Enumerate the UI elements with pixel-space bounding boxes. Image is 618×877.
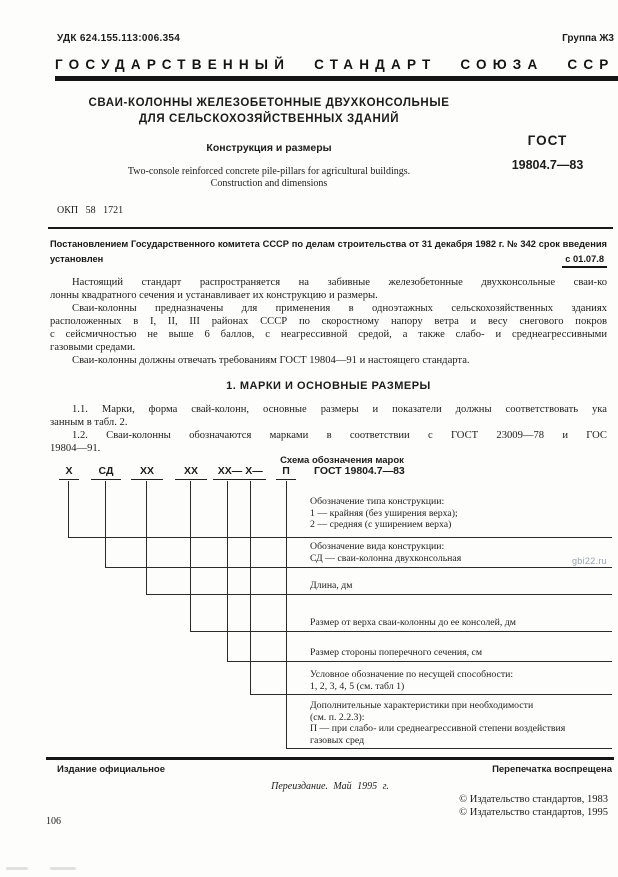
title-english-2: Construction and dimensions bbox=[210, 177, 328, 189]
footer-copyright-1983: © Издательство стандартов, 1983 bbox=[459, 794, 608, 805]
footer-reprint: Перепечатка воспрещена bbox=[492, 764, 612, 775]
schema-vline-6 bbox=[250, 481, 251, 694]
schema-desc-kind-l1: Обозначение вида конструкции: bbox=[310, 541, 445, 552]
schema-symbol-kind: СД bbox=[91, 465, 121, 480]
schema-desc-length: Длина, дм bbox=[310, 580, 353, 591]
group-label: Группа Ж3 bbox=[562, 33, 614, 44]
body-p2-line4: газовыми средами. bbox=[50, 342, 136, 353]
title-line-2: ДЛЯ СЕЛЬСКОХОЗЯЙСТВЕННЫХ ЗДАНИЙ bbox=[138, 113, 400, 125]
section-1-2-line2: 19804—91. bbox=[50, 443, 101, 454]
okp-code: ОКП 58 1721 bbox=[57, 205, 124, 216]
body-p2-line1: Сваи-колонны предназначены для применения в одноэтажных сельскохозяйственных зданиях bbox=[72, 303, 607, 314]
body-p2-line2: расположенных в I, II, III районах СССР по скоростному напору ветра и весу снегового покров bbox=[50, 316, 607, 327]
section-1-1-line2: занным в табл. 2. bbox=[50, 417, 128, 428]
footer-rule bbox=[46, 757, 614, 760]
body-p1-line2: лонны квадратного сечения и устанавливает их конструкцию и размеры. bbox=[50, 290, 378, 301]
schema-hline-3 bbox=[146, 594, 612, 595]
gost-banner bbox=[55, 56, 616, 74]
schema-desc-extra-l1: Дополнительные характеристики при необходимости bbox=[310, 700, 534, 711]
schema-vline-2 bbox=[105, 481, 106, 567]
schema-desc-extra-l4: газовых сред bbox=[310, 734, 365, 746]
decree-line-1: Постановлением Государственного комитета СССР по делам строительства от 31 декабря 1982 г. № 342 срок введения bbox=[50, 239, 607, 249]
schema-desc-extra bbox=[310, 700, 608, 746]
schema-symbol-type: X bbox=[59, 465, 79, 480]
section-1-heading: 1. МАРКИ И ОСНОВНЫЕ РАЗМЕРЫ bbox=[226, 380, 431, 392]
schema-symbol-length: XX bbox=[131, 465, 163, 480]
footer-copyright-1995: © Издательство стандартов, 1995 bbox=[459, 807, 608, 818]
schema-desc-kind-l2: СД — сваи-колонна двухконсольная bbox=[310, 552, 462, 564]
title-subtitle: Конструкция и размеры bbox=[206, 142, 332, 154]
banner-rule bbox=[55, 76, 618, 81]
schema-symbol-section: XX— bbox=[213, 465, 247, 480]
schema-desc-bearing-l1: Условное обозначение по несущей способности: bbox=[310, 669, 514, 680]
schema-desc-top-size: Размер от верха сваи-колонны до ее консолей, дм bbox=[310, 617, 516, 628]
section-1-2-line1: 1.2. Сваи-колонны обозначаются марками в соответствии с ГОСТ 23009—78 и ГОС bbox=[72, 430, 607, 441]
schema-hline-5 bbox=[227, 661, 612, 662]
document-title bbox=[65, 95, 473, 127]
body-p1-line1: Настоящий стандарт распространяется на забивные железобетонные двухконсольные сваи-ко bbox=[72, 277, 607, 288]
decree-top-rule bbox=[48, 227, 613, 229]
schema-caption: Схема обозначения марок bbox=[280, 455, 404, 466]
schema-hline-7 bbox=[286, 748, 612, 749]
section-1-1-line1: 1.1. Марки, форма свай-колонн, основные размеры и показатели должны соответствовать ука bbox=[72, 404, 607, 415]
udk-code: УДК 624.155.113:006.354 bbox=[57, 33, 181, 44]
schema-vline-4 bbox=[190, 481, 191, 631]
schema-desc-bearing-l2: 1, 2, 3, 4, 5 (см. табл 1) bbox=[310, 680, 405, 692]
gost-banner-text: ГОСУДАРСТВЕННЫЙ СТАНДАРТ СОЮЗА ССР bbox=[55, 57, 615, 72]
body-p2-line3: с сейсмичностью не выше 6 баллов, с неагрессивной средой, а также слабо- и среднеагрессивными bbox=[50, 329, 607, 340]
scan-smudge bbox=[50, 867, 76, 870]
decree-date: с 01.07.8 bbox=[562, 254, 607, 268]
schema-vline-5 bbox=[227, 481, 228, 661]
schema-desc-kind bbox=[310, 541, 608, 564]
schema-desc-section-size: Размер стороны поперечного сечения, см bbox=[310, 647, 483, 658]
schema-symbol-extra: П bbox=[276, 465, 296, 480]
schema-desc-type bbox=[310, 496, 608, 531]
title-line-1: СВАИ-КОЛОННЫ ЖЕЛЕЗОБЕТОННЫЕ ДВУХКОНСОЛЬНЫЕ bbox=[88, 97, 450, 109]
page-number: 106 bbox=[46, 816, 61, 827]
decree-line-2 bbox=[50, 254, 607, 268]
footer-official: Издание официальное bbox=[57, 764, 165, 775]
schema-hline-6 bbox=[250, 694, 612, 695]
gost-label: ГОСТ bbox=[527, 133, 568, 148]
body-p3: Сваи-колонны должны отвечать требованиям ГОСТ 19804—91 и настоящего стандарта. bbox=[72, 355, 470, 366]
schema-hline-2 bbox=[105, 567, 612, 568]
schema-desc-type-l3: 2 — средняя (с уширением верха) bbox=[310, 519, 452, 531]
decree-ustanovlen: установлен bbox=[50, 254, 104, 264]
schema-desc-type-l2: 1 — крайняя (без уширения верха); bbox=[310, 507, 458, 519]
watermark: gbi22.ru bbox=[572, 556, 607, 566]
title-english-1: Two-console reinforced concrete pile-pillars for agricultural buildings. bbox=[127, 166, 411, 177]
schema-desc-extra-l3: П — при слабо- или среднеагрессивной степени воздействия bbox=[310, 723, 566, 735]
title-english bbox=[65, 166, 473, 189]
schema-gost-ref: ГОСТ 19804.7—83 bbox=[314, 465, 405, 477]
footer-reissue: Переиздание. Май 1995 г. bbox=[271, 781, 389, 792]
schema-vline-1 bbox=[68, 481, 69, 537]
schema-desc-bearing bbox=[310, 669, 608, 692]
schema-symbol-bearing: X— bbox=[242, 465, 266, 480]
schema-desc-type-l1: Обозначение типа конструкции: bbox=[310, 496, 445, 507]
schema-vline-7 bbox=[286, 481, 287, 748]
schema-hline-1 bbox=[68, 537, 612, 538]
schema-desc-extra-l2: (см. п. 2.2.3): bbox=[310, 711, 365, 723]
scan-smudge bbox=[6, 867, 28, 870]
schema-symbol-top: XX bbox=[175, 465, 207, 480]
gost-number: 19804.7—83 bbox=[511, 158, 584, 172]
schema-hline-4 bbox=[190, 631, 612, 632]
